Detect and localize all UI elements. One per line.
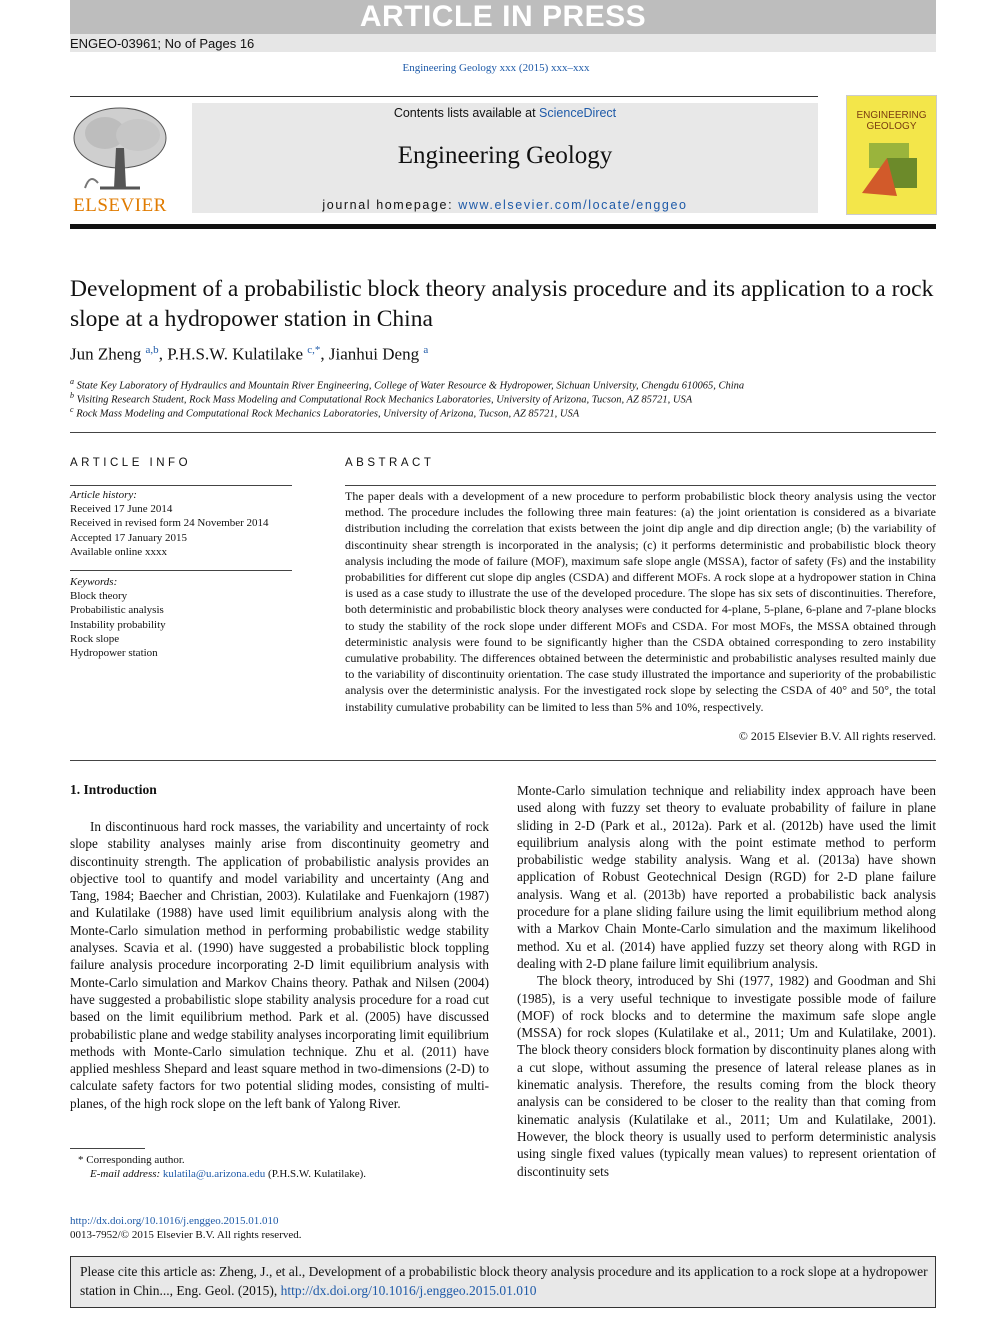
abstract-bottom-rule (70, 760, 936, 761)
affiliation-c-text: Rock Mass Modeling and Computational Rock Mechanics Laboratories, University of Arizona, Tucson, AZ 85721, USA (76, 408, 580, 420)
history-received: Received 17 June 2014 (70, 503, 173, 515)
contents-prefix: Contents lists available at (393, 106, 540, 120)
email-link[interactable]: kulatila@u.arizona.edu (162, 1168, 266, 1180)
sciencedirect-link[interactable]: ScienceDirect (539, 106, 617, 120)
citation-doi-link[interactable]: http://dx.doi.org/10.1016/j.enggeo.2015.01.010 (280, 1283, 537, 1298)
issn-copyright: 0013-7952/© 2015 Elsevier B.V. All rights reserved. (70, 1229, 302, 1241)
author-3[interactable]: Jianhui Deng (328, 344, 420, 364)
journal-homepage (192, 198, 818, 212)
cover-title-line-1: ENGINEERING (856, 110, 927, 121)
email-owner: (P.H.S.W. Kulatilake). (265, 1168, 367, 1180)
homepage-link[interactable]: www.elsevier.com/locate/enggeo (458, 198, 688, 212)
affiliation-a (70, 377, 744, 392)
cover-title-line-2: GEOLOGY (866, 121, 917, 132)
footnote-email (90, 1168, 366, 1180)
article-info-rule (70, 485, 292, 486)
cover-art-icon (857, 138, 927, 203)
abstract-heading: ABSTRACT (345, 457, 435, 469)
body-right-column (517, 782, 936, 1180)
article-info-heading: ARTICLE INFO (70, 457, 192, 469)
doi-link[interactable]: http://dx.doi.org/10.1016/j.enggeo.2015.01.010 (70, 1215, 279, 1227)
abstract-copyright: © 2015 Elsevier B.V. All rights reserved. (738, 729, 936, 743)
affiliation-c-label: c (70, 405, 74, 414)
article-title: Development of a probabilistic block theory analysis procedure and its application to a rock slope at a hydropower station in China (70, 276, 934, 332)
footnote-star: * (78, 1154, 84, 1166)
history-accepted: Accepted 17 January 2015 (70, 532, 187, 544)
history-online: Available online xxxx (70, 546, 167, 558)
journal-title: Engineering Geology (397, 142, 613, 169)
keyword-item: Probabilistic analysis (70, 604, 164, 616)
journal-reference[interactable]: Engineering Geology xxx (2015) xxx–xxx (402, 62, 590, 74)
keyword-item: Hydropower station (70, 647, 158, 659)
abstract-text: The paper deals with a development of a new procedure to perform probabilistic block theory analysis using the vector method. The procedure includes the following three main features: (a) the joint orientation is considered as a bivariate distribution including the correlation that exists between the joint dip angle and dip direction angle; (b) the variability of discontinuity shear strength is incorporated in the analysis; (c) it performs deterministic and probabilistic block theory analysis including the mode of failure (MOF), maximum safe slope angle (MSSA), factor of safety (Fs) and the instability probabilities for different cut slope dip angles (CSDA) and different MOFs. A rock slope at a hydropower station in China is used as a case study to illustrate the use of the developed procedure. The slope has six sets of discontinuities. Therefore, both deterministic and probabilistic block theory analyses were conducted for 4-plane, 5-plane, 6-plane and 7-plane blocks to study the stability of the rock slope under different MOFs and CSDA. For most MOFs, the MSSA obtained through deterministic analysis were found to be significantly higher than the CSDA obtained corresponding to zero instability cumulative probability. The differences obtained between the deterministic and probabilistic analyses resulted mainly due to the variability of discontinuity orientation. The case study illustrated the importance and superiority of the probabilistic analysis over the deterministic analysis. For the investigated rock slope by selecting the CSDA of 40° and 50°, the total instability cumulative probability can be limited to less than 5% and 10%, respectively. (345, 489, 936, 714)
abstract-rule (345, 485, 936, 486)
keywords-rule (70, 570, 292, 571)
elsevier-wordmark: ELSEVIER (73, 195, 167, 216)
affiliation-b-text: Visiting Research Student, Rock Mass Modeling and Computational Rock Mechanics Laboratories, University of Arizona, Tucson, AZ 85721, USA (76, 394, 693, 406)
citation-text (80, 1262, 928, 1300)
keyword-item: Instability probability (70, 619, 166, 631)
elsevier-logo[interactable] (70, 103, 170, 216)
affiliation-a-label: a (70, 377, 74, 386)
author-2-affil[interactable]: c,* (307, 344, 321, 356)
footnote-corresponding-text: Corresponding author. (86, 1154, 185, 1166)
author-1[interactable]: Jun Zheng (70, 344, 142, 364)
intro-paragraph-1: In discontinuous hard rock masses, the variability and uncertainty of rock slope stability analyses mainly arise from discontinuity geometry and discontinuity strength. The application of probabilistic analysis provides an objective tool to quantify and model variability and uncertainty (Ang and Tang, 1984; Baecher and Christian, 2003). Kulatilake and Fuenkajorn (1987) and Kulatilake (1988) have used limit equilibrium analysis along with the Monte-Carlo simulation method in performing probabilistic wedge stability analyses. Scavia et al. (1990) have suggested a probabilistic block toppling failure analysis procedure incorporating 2-D limit equilibrium analysis with Monte-Carlo simulation and Markov Chains theory. Pathak and Nilsen (2004) have suggested a probabilistic slope stability analysis procedure for a road cut based on the limit equilibrium method. Park et al. (2005) have discussed probabilistic plane and wedge stability analyses incorporating limit equilibrium methods with Monte-Carlo simulation technique. Zhu et al. (2011) have applied meshless Shepard and least square method in two-dimensions (2-D) to calculate safety factors for two potential sliding modes, consisting of multi-planes, of the high rock slope on the left bank of Yalong River. (70, 819, 489, 1111)
citation-prefix: Please cite this article as: Zheng, J., et al., Development of a probabilistic block theory analysis procedure and its application to a rock slope at a hydropower station in Chin..., Eng. Geol. (2015), (80, 1264, 928, 1298)
keywords-label: Keywords: (70, 576, 118, 588)
section-heading-introduction: 1. Introduction (70, 782, 157, 797)
affiliation-c (70, 405, 579, 420)
header-rule (70, 224, 936, 229)
article-id: ENGEO-03961; No of Pages 16 (70, 36, 255, 51)
cover-title (847, 110, 936, 132)
intro-paragraph-2: Monte-Carlo simulation technique and reliability index approach have been used along with fuzzy set theory to evaluate probability of failure in plane sliding in 2-D (Park et al., 2012a). Park et al. (2012b) have used the limit equilibrium analysis along with the point estimate method to perform probabilistic wedge stability analysis. Wang et al. (2013a) have shown application of Robust Geotechnical Design (RGD) for 2-D plane failure analysis. Wang et al. (2013b) have reported a probabilistic back analysis procedure for a plane sliding failure using the limit equilibrium method along with a Markov Chain Monte-Carlo simulation and the maximum likelihood method. Xu et al. (2014) have applied fuzzy set theory along with RGD in dealing with 2-D plane failure limit equilibrium analysis. (517, 783, 936, 971)
author-1-affil[interactable]: a,b (145, 344, 159, 356)
intro-paragraph-3: The block theory, introduced by Shi (1977, 1982) and Goodman and Shi (1985), is a very useful technique to investigate possible mode of failure (MOF) of rock blocks and to determine the maximum safe slope angle (MSSA) for rock slopes (Kulatilake et al., 2011; Um and Kulatilake, 2001). The block theory considers block formation by discontinuity planes along with a cut slope, without assuming the presence of lateral release planes as in kinematic analysis. Therefore, the results coming from the block theory analysis can be considered to be closer to the reality than that coming from kinematic analysis (Kulatilake et al., 2011; Um and Kulatilake, 2001). However, the block theory is usually used to perform deterministic analysis using single fixed values (typically mean values) to represent orientation of discontinuity sets (517, 973, 936, 1179)
article-in-press-banner: ARTICLE IN PRESS (70, 0, 936, 34)
affiliation-a-text: State Key Laboratory of Hydraulics and Mountain River Engineering, College of Water Resource & Hydropower, Sichuan University, Chengdu 610065, China (76, 380, 745, 392)
footnote-rule (70, 1148, 145, 1149)
keyword-item: Block theory (70, 590, 128, 602)
body-left-column (70, 818, 489, 1112)
history-label: Article history: (70, 489, 137, 501)
author-list: Jun Zheng $^{a,b}$, P.H.S.W. Kulatilake $^{c,*}$, Jianhui Deng $^a$ (70, 344, 429, 364)
journal-cover[interactable] (846, 95, 937, 215)
header-top-line (70, 96, 818, 97)
affiliation-b-label: b (70, 391, 74, 400)
history-revised: Received in revised form 24 November 2014 (70, 517, 269, 529)
affiliations-rule (70, 432, 936, 433)
affiliation-b (70, 391, 692, 406)
author-2[interactable]: P.H.S.W. Kulatilake (167, 344, 304, 364)
footnote-corresponding (78, 1154, 185, 1166)
keyword-item: Rock slope (70, 633, 120, 645)
author-3-affil[interactable]: a (423, 344, 429, 356)
homepage-prefix: journal homepage: (322, 198, 459, 212)
contents-available (192, 106, 818, 120)
email-label: E-mail address: (90, 1168, 163, 1180)
